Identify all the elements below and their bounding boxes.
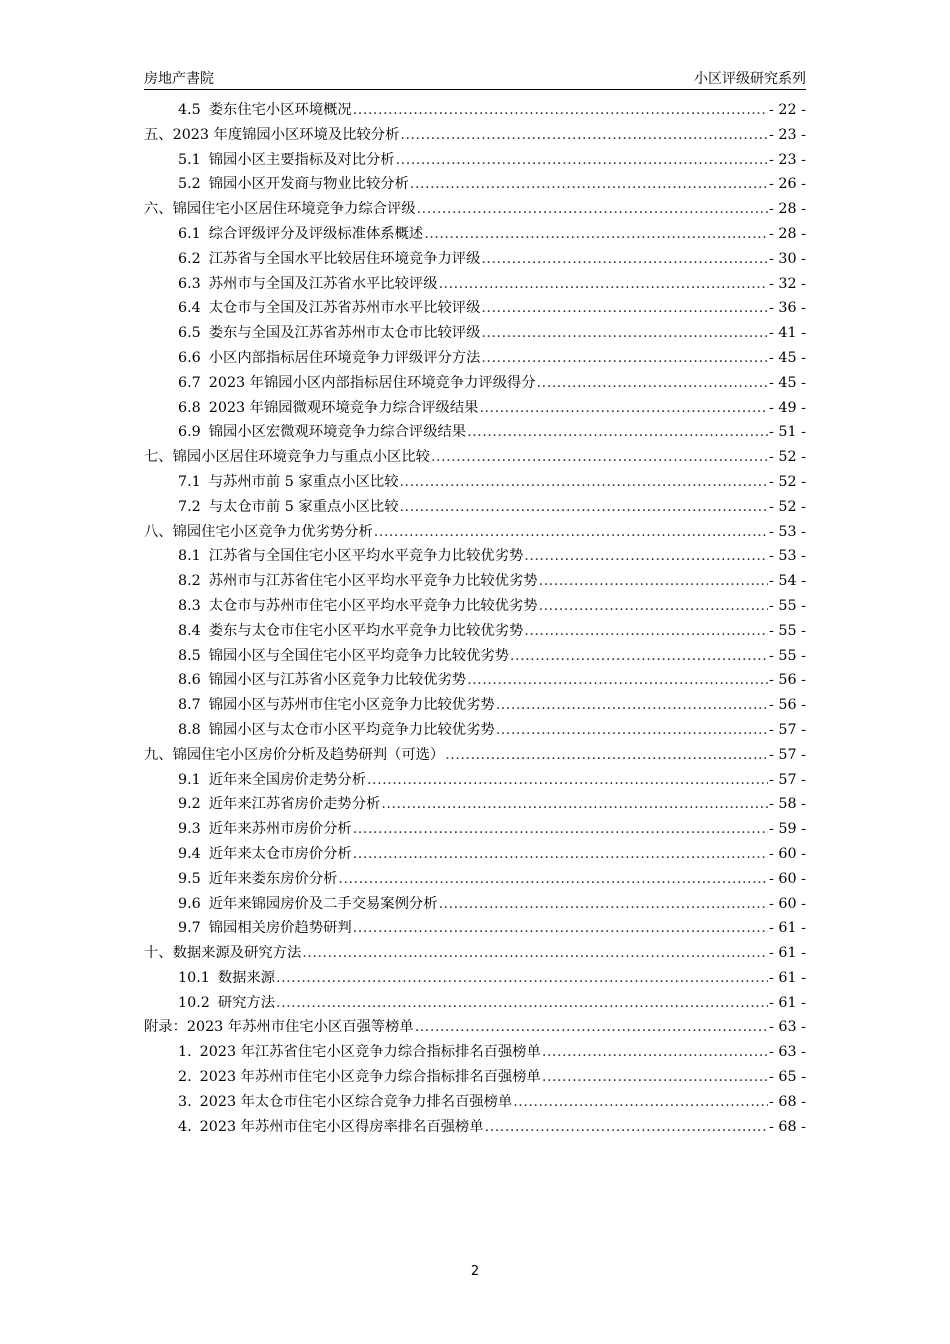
toc-dot-leader [467, 420, 768, 445]
toc-dot-leader [481, 247, 768, 272]
toc-entry[interactable] [144, 892, 806, 917]
toc-entry-number: 9.1 [178, 771, 201, 788]
toc-entry-page: - 61 - [769, 920, 806, 937]
toc-dot-leader [481, 346, 768, 371]
series-title: 小区评级研究系列 [694, 71, 806, 87]
toc-entry-title: 2023 年太仓市住宅小区综合竞争力排名百强榜单 [199, 1093, 513, 1110]
toc-entry-page: - 36 - [769, 300, 806, 317]
toc-entry-title: 与太仓市前 5 家重点小区比较 [208, 498, 399, 515]
toc-entry-number: 6.7 [178, 374, 201, 391]
toc-entry-number: 8.7 [178, 697, 201, 714]
toc-dot-leader [496, 718, 768, 743]
toc-dot-leader [417, 197, 768, 222]
toc-dot-leader [276, 966, 768, 991]
toc-entry-number: 6.4 [178, 300, 201, 317]
toc-entry[interactable] [144, 768, 806, 793]
toc-entry-number: 8.2 [178, 573, 201, 590]
toc-entry-title: 锦园住宅小区房价分析及趋势研判（可选） [172, 746, 445, 763]
toc-entry-number: 九、 [144, 746, 173, 763]
toc-entry[interactable] [144, 619, 806, 644]
toc-entry-page: - 32 - [769, 275, 806, 292]
toc-entry-title: 近年来娄东房价分析 [208, 870, 338, 887]
toc-entry-title: 2023 年苏州市住宅小区得房率排名百强榜单 [199, 1118, 484, 1135]
toc-dot-leader [400, 495, 769, 520]
toc-entry-number: 9.4 [178, 845, 201, 862]
toc-entry-page: - 45 - [769, 374, 806, 391]
toc-entry-number: 8.4 [178, 622, 201, 639]
toc-dot-leader [496, 693, 768, 718]
toc-dot-leader [338, 867, 768, 892]
toc-entry[interactable] [144, 1015, 806, 1040]
toc-entry-title: 太仓市与全国及江苏省苏州市水平比较评级 [208, 300, 481, 317]
toc-entry[interactable] [144, 1090, 806, 1115]
toc-entry-number: 5.2 [178, 176, 201, 193]
toc-entry-page: - 57 - [769, 771, 806, 788]
toc-dot-leader [276, 991, 768, 1016]
toc-entry-title: 近年来江苏省房价走势分析 [208, 796, 381, 813]
toc-entry-title: 2023 年苏州市住宅小区竞争力综合指标排名百强榜单 [199, 1069, 541, 1086]
toc-entry[interactable] [144, 148, 806, 173]
toc-dot-leader [396, 148, 768, 173]
toc-entry-number: 7.2 [178, 498, 201, 515]
toc-entry-page: - 55 - [769, 622, 806, 639]
toc-entry-page: - 53 - [769, 548, 806, 565]
toc-entry[interactable] [144, 495, 806, 520]
toc-entry-number: 6.5 [178, 325, 201, 342]
toc-entry[interactable] [144, 321, 806, 346]
toc-entry-page: - 56 - [769, 672, 806, 689]
toc-dot-leader [539, 569, 768, 594]
toc-dot-leader [400, 470, 769, 495]
toc-dot-leader [439, 892, 769, 917]
toc-entry-title: 研究方法 [217, 994, 276, 1011]
toc-entry-number: 八、 [144, 523, 173, 540]
toc-entry-title: 近年来全国房价走势分析 [208, 771, 367, 788]
toc-entry-page: - 23 - [769, 151, 806, 168]
toc-entry[interactable] [144, 247, 806, 272]
toc-dot-leader [481, 321, 768, 346]
toc-entry-page: - 45 - [769, 349, 806, 366]
toc-entry-title: 锦园住宅小区居住环境竞争力综合评级 [172, 201, 416, 218]
toc-entry-title: 数据来源及研究方法 [172, 945, 302, 962]
toc-dot-leader [524, 619, 768, 644]
toc-entry-title: 锦园小区与太仓市小区平均竞争力比较优劣势 [208, 721, 495, 738]
toc-entry-title: 小区内部指标居住环境竞争力评级评分方法 [208, 349, 481, 366]
toc-entry-title: 锦园小区与江苏省小区竞争力比较优劣势 [208, 672, 467, 689]
header-divider [144, 89, 806, 90]
toc-entry-page: - 55 - [769, 597, 806, 614]
toc-entry-page: - 58 - [769, 796, 806, 813]
toc-entry-title: 锦园住宅小区竞争力优劣势分析 [172, 523, 373, 540]
toc-entry[interactable] [144, 272, 806, 297]
toc-dot-leader [415, 1015, 768, 1040]
toc-entry-page: - 59 - [769, 821, 806, 838]
toc-entry-page: - 26 - [769, 176, 806, 193]
toc-entry-number: 2. [178, 1069, 192, 1086]
toc-entry-title: 锦园小区与苏州市住宅小区竞争力比较优劣势 [208, 697, 495, 714]
toc-entry-page: - 63 - [769, 1044, 806, 1061]
toc-entry[interactable] [144, 792, 806, 817]
toc-dot-leader [481, 296, 768, 321]
toc-entry-number: 4. [178, 1118, 192, 1135]
toc-entry-title: 2023 年苏州市住宅小区百强等榜单 [186, 1019, 414, 1036]
toc-entry-page: - 54 - [769, 573, 806, 590]
toc-entry-number: 七、 [144, 449, 173, 466]
toc-entry[interactable] [144, 420, 806, 445]
toc-entry-page: - 60 - [769, 895, 806, 912]
toc-entry-number: 6.2 [178, 250, 201, 267]
toc-entry-page: - 55 - [769, 647, 806, 664]
toc-entry[interactable] [144, 396, 806, 421]
toc-entry-page: - 57 - [769, 721, 806, 738]
toc-dot-leader [513, 1090, 768, 1115]
toc-entry-number: 6.3 [178, 275, 201, 292]
toc-dot-leader [302, 941, 768, 966]
toc-entry-title: 2023 年江苏省住宅小区竞争力综合指标排名百强榜单 [199, 1044, 541, 1061]
toc-entry-title: 锦园小区开发商与物业比较分析 [208, 176, 409, 193]
toc-entry[interactable] [144, 544, 806, 569]
toc-entry-title: 锦园小区与全国住宅小区平均竞争力比较优劣势 [208, 647, 509, 664]
toc-entry[interactable] [144, 991, 806, 1016]
toc-entry-title: 苏州市与全国及江苏省水平比较评级 [208, 275, 438, 292]
toc-entry-number: 6.8 [178, 399, 201, 416]
toc-entry-title: 2023 年度锦园小区环境及比较分析 [172, 126, 400, 143]
toc-dot-leader [479, 396, 768, 421]
toc-dot-leader [439, 272, 769, 297]
toc-entry-title: 娄东与全国及江苏省苏州市太仓市比较评级 [208, 325, 481, 342]
toc-entry-title: 2023 年锦园微观环境竞争力综合评级结果 [208, 399, 479, 416]
toc-entry[interactable] [144, 569, 806, 594]
toc-entry-page: - 52 - [769, 449, 806, 466]
toc-entry-page: - 65 - [769, 1069, 806, 1086]
toc-entry-number: 7.1 [178, 473, 201, 490]
toc-entry[interactable] [144, 817, 806, 842]
toc-entry-page: - 61 - [769, 945, 806, 962]
toc-entry[interactable] [144, 197, 806, 222]
toc-entry-page: - 30 - [769, 250, 806, 267]
toc-entry-title: 江苏省与全国水平比较居住环境竞争力评级 [208, 250, 481, 267]
toc-entry[interactable] [144, 1115, 806, 1140]
toc-entry-number: 8.8 [178, 721, 201, 738]
table-of-contents [144, 98, 806, 1139]
toc-entry[interactable] [144, 867, 806, 892]
toc-entry-page: - 68 - [769, 1118, 806, 1135]
toc-entry-number: 附录： [144, 1019, 187, 1036]
toc-entry-title: 苏州市与江苏省住宅小区平均水平竞争力比较优劣势 [208, 573, 538, 590]
toc-entry-number: 8.6 [178, 672, 201, 689]
toc-dot-leader [539, 594, 768, 619]
toc-entry-number: 9.3 [178, 821, 201, 838]
toc-entry-page: - 57 - [769, 746, 806, 763]
toc-entry-page: - 60 - [769, 845, 806, 862]
toc-entry-page: - 60 - [769, 870, 806, 887]
toc-entry-page: - 41 - [769, 325, 806, 342]
toc-entry-title: 2023 年锦园小区内部指标居住环境竞争力评级得分 [208, 374, 536, 391]
page-number: 2 [470, 1264, 480, 1279]
toc-entry[interactable] [144, 520, 806, 545]
toc-entry[interactable] [144, 668, 806, 693]
toc-dot-leader [410, 172, 768, 197]
toc-dot-leader [542, 1065, 768, 1090]
toc-entry-page: - 23 - [769, 126, 806, 143]
toc-dot-leader [424, 222, 768, 247]
toc-entry[interactable] [144, 1040, 806, 1065]
toc-dot-leader [400, 123, 768, 148]
toc-entry-page: - 68 - [769, 1093, 806, 1110]
toc-dot-leader [353, 98, 768, 123]
toc-entry-page: - 56 - [769, 697, 806, 714]
toc-entry-page: - 52 - [769, 473, 806, 490]
toc-entry[interactable] [144, 644, 806, 669]
toc-entry[interactable] [144, 296, 806, 321]
toc-entry-title: 综合评级评分及评级标准体系概述 [208, 225, 424, 242]
toc-dot-leader [431, 445, 768, 470]
toc-entry-title: 娄东与太仓市住宅小区平均水平竞争力比较优劣势 [208, 622, 524, 639]
toc-entry-number: 10.1 [178, 969, 210, 986]
toc-entry-title: 近年来太仓市房价分析 [208, 845, 352, 862]
toc-entry-page: - 61 - [769, 994, 806, 1011]
toc-entry[interactable] [144, 445, 806, 470]
toc-entry-number: 6.6 [178, 349, 201, 366]
toc-entry-title: 与苏州市前 5 家重点小区比较 [208, 473, 399, 490]
toc-dot-leader [542, 1040, 768, 1065]
toc-entry[interactable] [144, 916, 806, 941]
toc-entry-number: 9.7 [178, 920, 201, 937]
toc-entry-title: 锦园小区宏微观环境竞争力综合评级结果 [208, 424, 467, 441]
toc-entry-page: - 63 - [769, 1019, 806, 1036]
toc-entry-page: - 61 - [769, 969, 806, 986]
toc-entry-number: 1. [178, 1044, 192, 1061]
toc-entry-number: 8.5 [178, 647, 201, 664]
toc-entry[interactable] [144, 594, 806, 619]
toc-entry-number: 六、 [144, 201, 173, 218]
toc-entry[interactable] [144, 222, 806, 247]
toc-entry-title: 锦园小区居住环境竞争力与重点小区比较 [172, 449, 430, 466]
toc-entry[interactable] [144, 693, 806, 718]
toc-entry-number: 五、 [144, 126, 173, 143]
toc-entry[interactable] [144, 842, 806, 867]
toc-entry-number: 9.6 [178, 895, 201, 912]
toc-dot-leader [537, 371, 768, 396]
toc-entry[interactable] [144, 371, 806, 396]
toc-entry[interactable] [144, 966, 806, 991]
toc-entry-number: 9.5 [178, 870, 201, 887]
publisher-name: 房地产書院 [144, 71, 214, 87]
toc-entry-number: 6.1 [178, 225, 201, 242]
toc-entry-number: 4.5 [178, 102, 201, 118]
toc-dot-leader [485, 1115, 768, 1140]
toc-dot-leader [445, 743, 768, 768]
toc-entry[interactable] [144, 1065, 806, 1090]
toc-dot-leader [353, 817, 768, 842]
toc-entry-page: - 22 - [769, 102, 806, 118]
toc-entry-number: 5.1 [178, 151, 201, 168]
toc-entry-page: - 51 - [769, 424, 806, 441]
toc-entry-number: 9.2 [178, 796, 201, 813]
toc-entry-number: 6.9 [178, 424, 201, 441]
toc-entry[interactable] [144, 718, 806, 743]
toc-entry[interactable] [144, 941, 806, 966]
toc-entry-title: 近年来锦园房价及二手交易案例分析 [208, 895, 438, 912]
toc-entry-number: 十、 [144, 945, 173, 962]
toc-entry[interactable] [144, 98, 806, 123]
toc-entry-title: 近年来苏州市房价分析 [208, 821, 352, 838]
toc-entry-number: 8.1 [178, 548, 201, 565]
toc-entry-number: 10.2 [178, 994, 210, 1011]
toc-dot-leader [374, 520, 768, 545]
toc-entry-page: - 49 - [769, 399, 806, 416]
toc-entry-title: 锦园小区主要指标及对比分析 [208, 151, 395, 168]
toc-entry-number: 3. [178, 1093, 192, 1110]
toc-entry-page: - 52 - [769, 498, 806, 515]
toc-entry-title: 江苏省与全国住宅小区平均水平竞争力比较优劣势 [208, 548, 524, 565]
toc-dot-leader [381, 792, 768, 817]
toc-entry-page: - 28 - [769, 201, 806, 218]
toc-dot-leader [353, 916, 768, 941]
toc-entry[interactable] [144, 470, 806, 495]
toc-dot-leader [353, 842, 768, 867]
toc-entry-number: 8.3 [178, 597, 201, 614]
toc-entry[interactable] [144, 743, 806, 768]
toc-dot-leader [367, 768, 768, 793]
toc-entry-title: 锦园相关房价趋势研判 [208, 920, 352, 937]
toc-entry-title: 娄东住宅小区环境概况 [208, 102, 352, 118]
toc-entry[interactable] [144, 123, 806, 148]
toc-entry-title: 太仓市与苏州市住宅小区平均水平竞争力比较优劣势 [208, 597, 538, 614]
toc-entry[interactable] [144, 172, 806, 197]
toc-dot-leader [524, 544, 768, 569]
toc-entry-page: - 28 - [769, 225, 806, 242]
toc-dot-leader [467, 668, 768, 693]
toc-entry[interactable] [144, 346, 806, 371]
toc-entry-title: 数据来源 [217, 969, 276, 986]
page-header [144, 66, 806, 88]
toc-entry-page: - 53 - [769, 523, 806, 540]
toc-dot-leader [510, 644, 768, 669]
